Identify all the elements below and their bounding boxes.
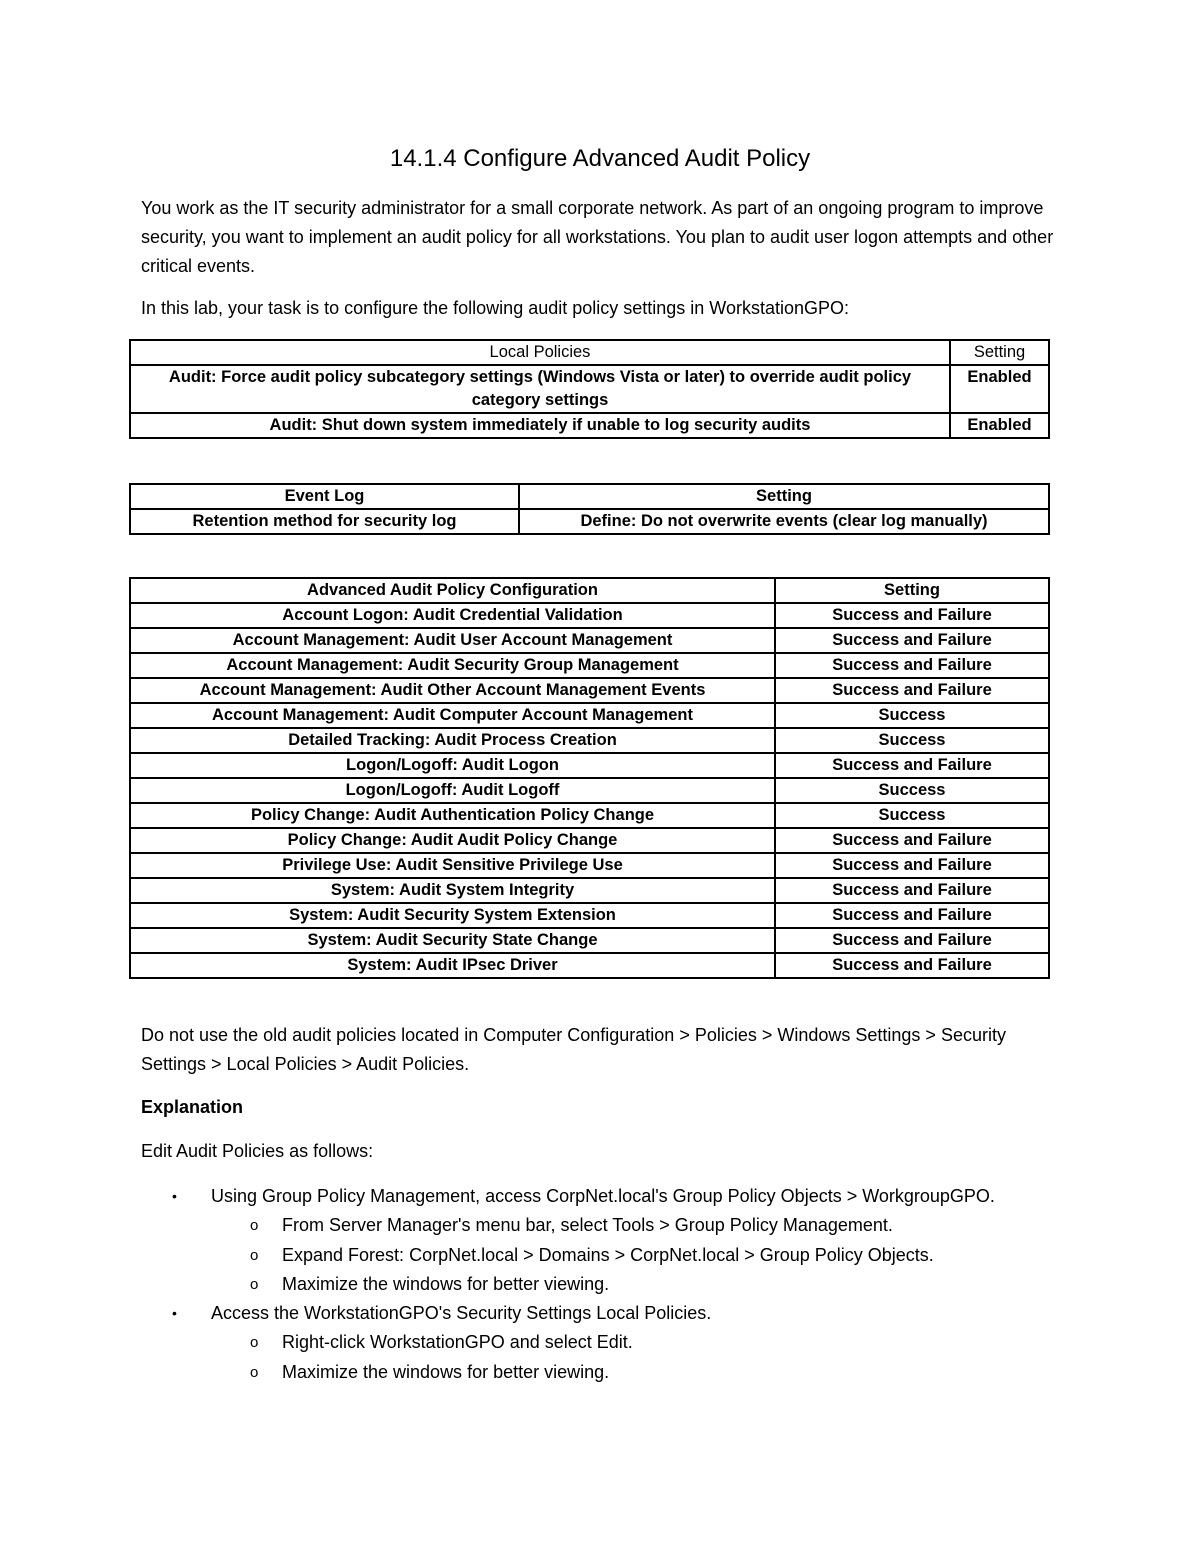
- sub-bullet-icon: o: [250, 1334, 259, 1352]
- table-row: [130, 603, 1049, 628]
- policy-cell: Policy Change: Audit Authentication Policy Change: [130, 803, 775, 828]
- table-header-cell: Setting: [519, 484, 1049, 509]
- setting-cell: Enabled: [950, 413, 1049, 438]
- table-row: [130, 678, 1049, 703]
- setting-cell: Success and Failure: [775, 878, 1049, 903]
- table-row: [130, 953, 1049, 978]
- bullet-icon: •: [172, 1188, 177, 1204]
- setting-cell: Enabled: [950, 365, 1049, 413]
- setting-cell: Success and Failure: [775, 903, 1049, 928]
- setting-cell: Success: [775, 803, 1049, 828]
- sub-bullet-icon: o: [250, 1363, 259, 1381]
- policy-cell: System: Audit Security System Extension: [130, 903, 775, 928]
- list-item-text: Access the WorkstationGPO's Security Settings Local Policies.: [211, 1303, 712, 1324]
- list-item: [0, 1358, 1200, 1387]
- table-row: [130, 853, 1049, 878]
- table-row: [130, 703, 1049, 728]
- table-header-cell: Event Log: [130, 484, 519, 509]
- table-row: [130, 728, 1049, 753]
- table-row: [130, 509, 1049, 534]
- policy-cell: Logon/Logoff: Audit Logoff: [130, 778, 775, 803]
- table-row: [130, 803, 1049, 828]
- steps-list: [0, 1182, 1200, 1387]
- table-row: [130, 413, 1049, 438]
- list-item-text: Right-click WorkstationGPO and select Edit.: [282, 1332, 633, 1353]
- policy-cell: Detailed Tracking: Audit Process Creation: [130, 728, 775, 753]
- task-paragraph: In this lab, your task is to configure the following audit policy settings in WorkstationGPO:: [141, 298, 850, 318]
- policy-cell: Audit: Force audit policy subcategory settings (Windows Vista or later) to override audit policy category settings: [130, 365, 950, 413]
- setting-cell: Success and Failure: [775, 828, 1049, 853]
- explanation-intro: Edit Audit Policies as follows:: [141, 1141, 374, 1161]
- sub-bullet-icon: o: [250, 1246, 259, 1264]
- policy-cell: System: Audit IPsec Driver: [130, 953, 775, 978]
- table-header-row: [130, 484, 1049, 509]
- setting-cell: Success and Failure: [775, 753, 1049, 778]
- policy-cell: Account Management: Audit Computer Account Management: [130, 703, 775, 728]
- table-header-row: [130, 340, 1049, 365]
- table-row: [130, 753, 1049, 778]
- setting-cell: Success and Failure: [775, 853, 1049, 878]
- list-item-text: Maximize the windows for better viewing.: [282, 1361, 610, 1382]
- policy-cell: Account Management: Audit Security Group Management: [130, 653, 775, 678]
- policy-cell: Retention method for security log: [130, 509, 519, 534]
- setting-cell: Success and Failure: [775, 603, 1049, 628]
- list-item: [0, 1182, 1200, 1211]
- intro-paragraph: You work as the IT security administrator for a small corporate network. As part of an ongoing program to improve security, you want to implement an audit policy for all workstations. You plan to audit user logon attempts and other critical events.: [141, 198, 1054, 276]
- list-item: [0, 1270, 1200, 1299]
- setting-cell: Success and Failure: [775, 628, 1049, 653]
- sub-bullet-icon: o: [250, 1275, 259, 1293]
- policy-cell: System: Audit Security State Change: [130, 928, 775, 953]
- table-row: [130, 878, 1049, 903]
- list-item: [0, 1328, 1200, 1357]
- setting-cell: Success and Failure: [775, 653, 1049, 678]
- policy-cell: Privilege Use: Audit Sensitive Privilege Use: [130, 853, 775, 878]
- list-item-text: Using Group Policy Management, access CorpNet.local's Group Policy Objects > WorkgroupGPO.: [211, 1186, 995, 1206]
- setting-cell: Define: Do not overwrite events (clear log manually): [519, 509, 1049, 534]
- table-header-row: [130, 578, 1049, 603]
- policy-cell: Account Management: Audit Other Account Management Events: [130, 678, 775, 703]
- table-row: [130, 903, 1049, 928]
- list-item-text: Maximize the windows for better viewing.: [282, 1273, 610, 1294]
- policy-cell: Account Management: Audit User Account Management: [130, 628, 775, 653]
- bullet-icon: •: [172, 1305, 177, 1322]
- setting-cell: Success: [775, 778, 1049, 803]
- event-log-table: [129, 483, 1050, 535]
- table-header-cell: Local Policies: [130, 340, 950, 365]
- list-item-text: From Server Manager's menu bar, select Tools > Group Policy Management.: [282, 1215, 893, 1236]
- table-header-cell: Setting: [775, 578, 1049, 603]
- list-item: [0, 1241, 1200, 1270]
- advanced-audit-table: [129, 577, 1050, 979]
- table-row: [130, 653, 1049, 678]
- policy-cell: Audit: Shut down system immediately if unable to log security audits: [130, 413, 950, 438]
- policy-cell: Policy Change: Audit Audit Policy Change: [130, 828, 775, 853]
- table-row: [130, 928, 1049, 953]
- list-item: [0, 1299, 1200, 1328]
- policy-cell: Logon/Logoff: Audit Logon: [130, 753, 775, 778]
- setting-cell: Success and Failure: [775, 953, 1049, 978]
- setting-cell: Success: [775, 728, 1049, 753]
- list-item: [0, 1211, 1200, 1240]
- table-row: [130, 778, 1049, 803]
- note-paragraph: Do not use the old audit policies located in Computer Configuration > Policies > Windows Settings > Security Settings > Local Policies > Audit Policies.: [141, 1025, 1006, 1074]
- table-row: [130, 628, 1049, 653]
- setting-cell: Success: [775, 703, 1049, 728]
- policy-cell: Account Logon: Audit Credential Validation: [130, 603, 775, 628]
- table-header-cell: Advanced Audit Policy Configuration: [130, 578, 775, 603]
- table-row: [130, 365, 1049, 413]
- explanation-heading: Explanation: [141, 1097, 244, 1117]
- setting-cell: Success and Failure: [775, 678, 1049, 703]
- local-policies-table: [129, 339, 1050, 439]
- page-title: 14.1.4 Configure Advanced Audit Policy: [389, 145, 811, 172]
- table-header-cell: Setting: [950, 340, 1049, 365]
- policy-cell: System: Audit System Integrity: [130, 878, 775, 903]
- setting-cell: Success and Failure: [775, 928, 1049, 953]
- sub-bullet-icon: o: [250, 1217, 259, 1235]
- list-item-text: Expand Forest: CorpNet.local > Domains > CorpNet.local > Group Policy Objects.: [282, 1244, 934, 1265]
- table-row: [130, 828, 1049, 853]
